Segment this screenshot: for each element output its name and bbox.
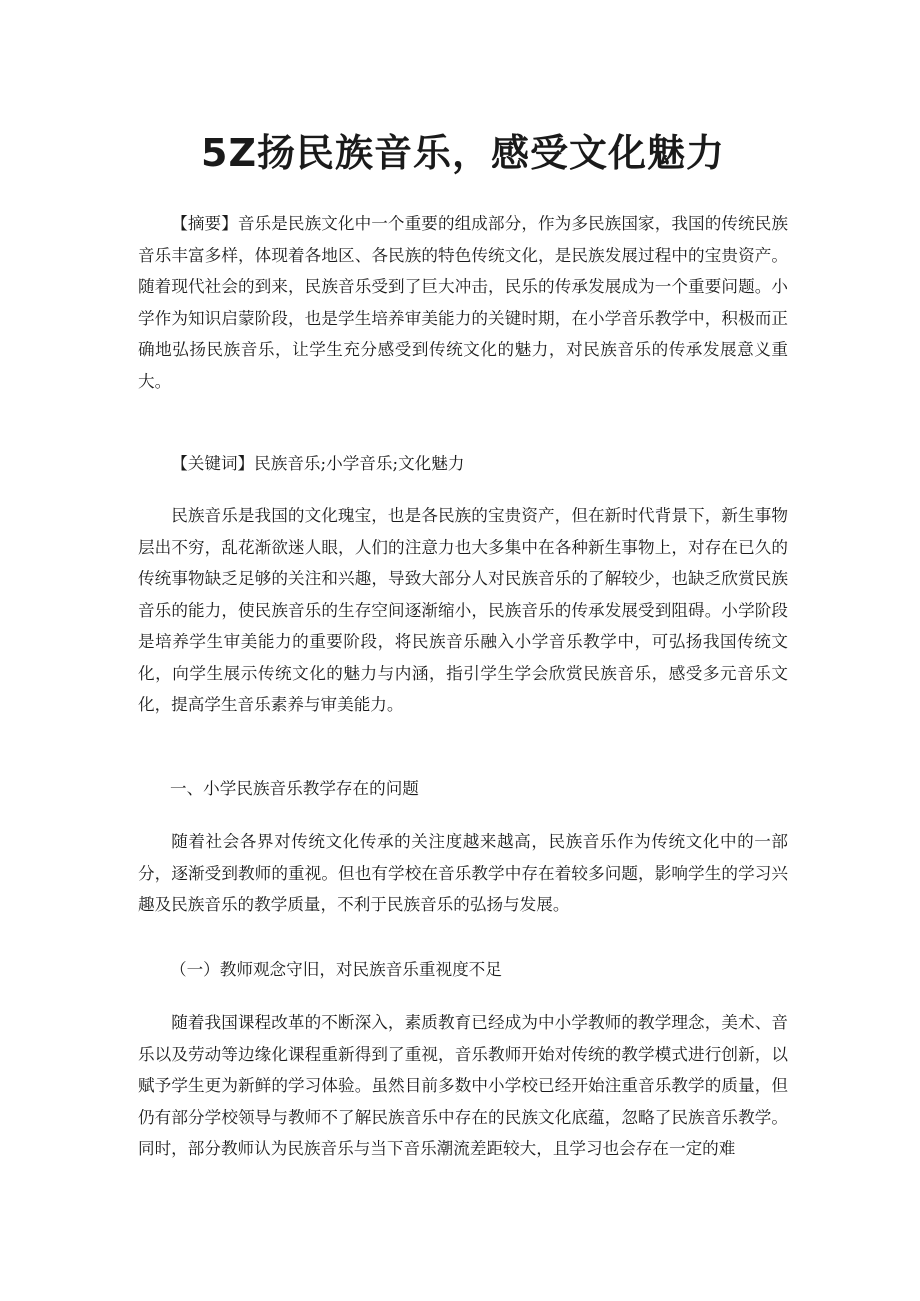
abstract-paragraph: 【摘要】音乐是民族文化中一个重要的组成部分，作为多民族国家，我国的传统民族音乐丰富多样，体现着各地区、各民族的特色传统文化，是民族发展过程中的宝贵资产。随着现代社会的到来，民族音乐受到了巨大冲击，民乐的传承发展成为一个重要问题。小学作为知识启蒙阶段，也是学生培养审美能力的关键时期，在小学音乐教学中，积极而正确地弘扬民族音乐，让学生充分感受到传统文化的魅力，对民族音乐的传承发展意义重大。 [138,214,788,391]
subsection-heading-1: （一）教师观念守旧，对民族音乐重视度不足 [170,960,502,979]
subsection1-paragraph: 随着我国课程改革的不断深入，素质教育已经成为中小学教师的教学理念，美术、音乐以及劳动等边缘化课程重新得到了重视，音乐教师开始对传统的教学模式进行创新，以赋予学生更为新鲜的学习体验。虽然目前多数中小学校已经开始注重音乐教学的质量，但仍有部分学校领导与教师不了解民族音乐中存在的民族文化底蕴，忽略了民族音乐教学。同时，部分教师认为民族音乐与当下音乐潮流差距较大，且学习也会存在一定的难 [138,1013,788,1158]
page-title: 5Z扬民族音乐，感受文化魅力 [201,131,725,175]
keywords-paragraph: 【关键词】民族音乐;小学音乐;文化魅力 [171,454,465,473]
section1-paragraph: 随着社会各界对传统文化传承的关注度越来越高，民族音乐作为传统文化中的一部分，逐渐受到教师的重视。但也有学校在音乐教学中存在着较多问题，影响学生的学习兴趣及民族音乐的教学质量，不利于民族音乐的弘扬与发展。 [138,832,788,914]
section-heading-1: 一、小学民族音乐教学存在的问题 [170,779,419,798]
intro-paragraph: 民族音乐是我国的文化瑰宝，也是各民族的宝贵资产，但在新时代背景下，新生事物层出不穷，乱花渐欲迷人眼，人们的注意力也大多集中在各种新生事物上，对存在已久的传统事物缺乏足够的关注和兴趣，导致大部分人对民族音乐的了解较少，也缺乏欣赏民族音乐的能力，使民族音乐的生存空间逐渐缩小，民族音乐的传承发展受到阻碍。小学阶段是培养学生审美能力的重要阶段，将民族音乐融入小学音乐教学中，可弘扬我国传统文化，向学生展示传统文化的魅力与内涵，指引学生学会欣赏民族音乐，感受多元音乐文化，提高学生音乐素养与审美能力。 [138,506,788,714]
